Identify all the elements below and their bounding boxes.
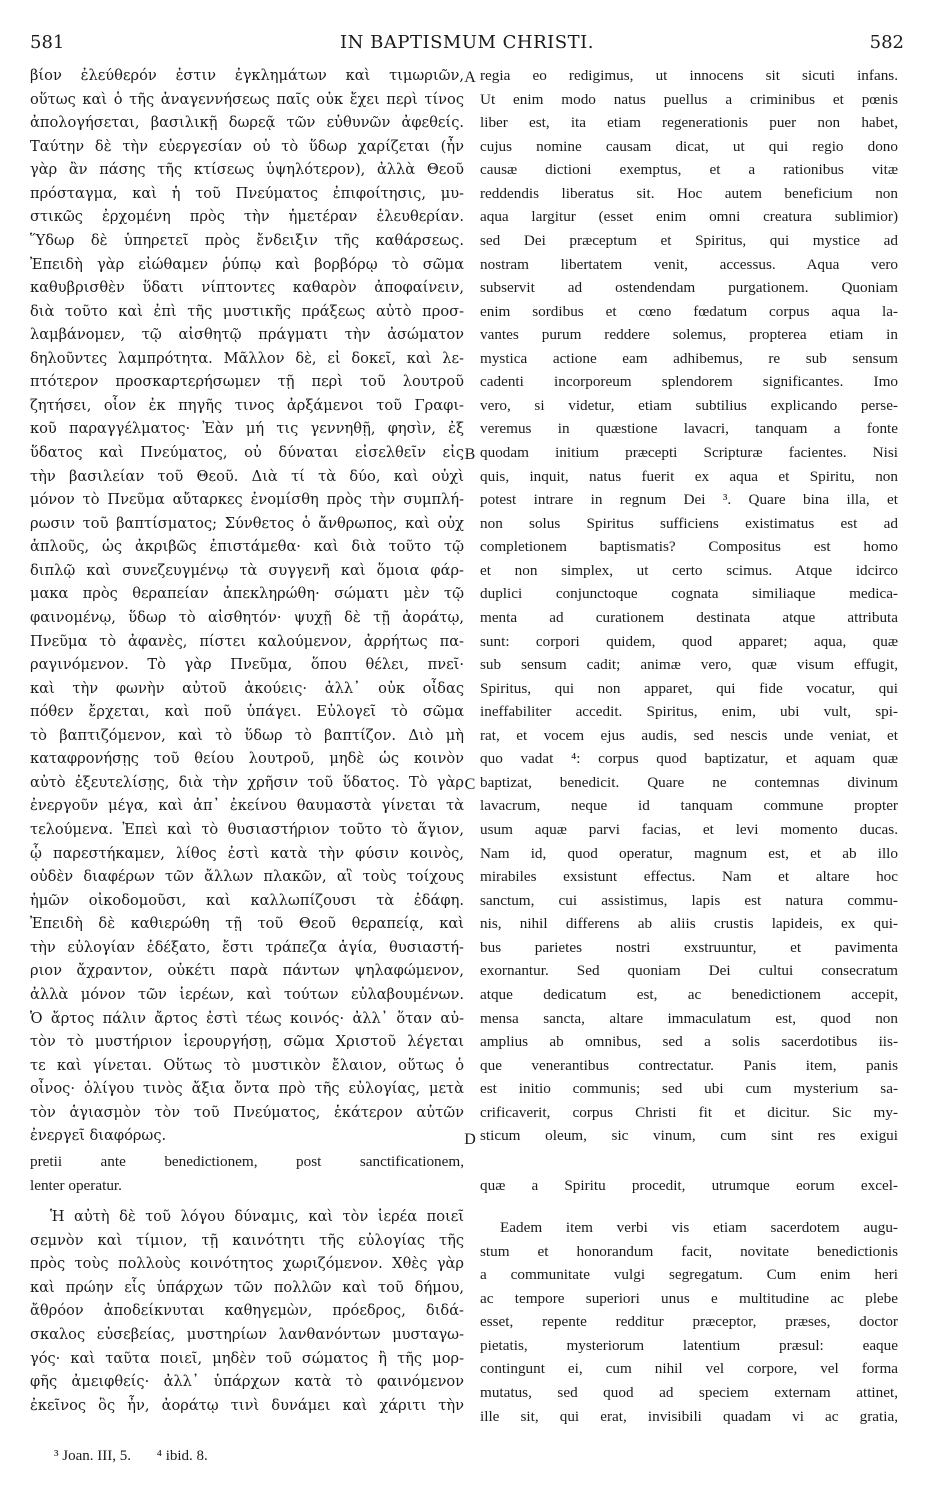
latin-text-line: exornantur. Sed quoniam Dei cultui consecratum	[480, 962, 898, 980]
greek-text-line: φῆς ἀμειφθείς· ἀλλ᾽ ὑπάρχων κατὰ τὸ φαινόμενον	[30, 1373, 464, 1391]
greek-text-line: τὸν ἁγιασμὸν τὸν τοῦ Πνεύματος, ἑκάτερον αὐτῶν	[30, 1103, 464, 1121]
greek-text-line: ᾧ παρεστήκαμεν, λίθος ἐστὶ κατὰ τὴν φύσιν κοινὸς,	[30, 844, 464, 862]
greek-text-line: τελούμενα. Ἐπεὶ καὶ τὸ θυσιαστήριον τοῦτο τὸ ἅγιον,	[30, 821, 464, 838]
latin-text-line: enim sordibus et cœno fœdatum corpus aqua la-	[480, 302, 898, 320]
greek-text-line: πόθεν ἔρχεται, καὶ ποῦ ὑπάγει. Εὐλογεῖ τὸ σῶμα	[30, 703, 464, 721]
latin-text-line: ineffabiliter accedit. Spiritus, enim, ubi vult, spi-	[480, 703, 898, 721]
latin-continuation-right: quæ a Spiritu procedit, utrumque eorum excel-	[480, 1177, 898, 1194]
latin-continuation-line: lenter operatur.	[30, 1176, 122, 1194]
greek-text-line: τὸν τὸ μυστήριον ἱερουργήσῃ, σῶμα Χριστοῦ λέγεται	[30, 1033, 464, 1051]
greek-text-line: μόνον τὸ Πνεῦμα αὔταρκες ἐνομίσθη πρὸς τὴν συμπλή-	[30, 491, 464, 509]
latin-text-line: et non simplex, ut certo scimus. Atque idcirco	[480, 561, 898, 579]
latin-text-line: subservit ad ostendendam purgationem. Quoniam	[480, 279, 898, 297]
latin-text-line: sanctum, cui assistimus, lapis est natura commu-	[480, 891, 898, 909]
latin-text-line: menta ad curationem destinata atque attributa	[480, 608, 898, 626]
greek-text-line: Πνεῦμα τὸ ἀφανὲς, πίστει καλούμενον, ἀρρήτως πα-	[30, 632, 464, 650]
greek-text-line: λαμβάνομεν, τῷ αἰσθητῷ πράγματι τὴν ἀσώματον	[30, 326, 464, 344]
greek-text-line: φαινομένῳ, ὕδωρ τὸ αἰσθητόν· ψυχῇ δὲ τῇ ἀοράτῳ,	[30, 608, 464, 626]
latin-text-line: a communitate vulgi segregatum. Cum enim heri	[480, 1266, 898, 1284]
footnotes	[54, 1448, 230, 1465]
footnote-4: ⁴ ibid. 8.	[156, 1448, 208, 1464]
latin-text-line: vantes purum reddere solemus, propterea etiam in	[480, 326, 898, 344]
latin-text-line: rat, et vocem ejus audis, sed nescis unde veniat, et	[480, 726, 898, 744]
greek-text-line: ριον ἄχραντον, οὐκέτι παρὰ πάντων ψηλαφώμενον,	[30, 962, 464, 980]
greek-text-line: οἶνος· ὀλίγου τινὸς ἄξια ὄντα πρὸ τῆς εὐλογίας, μετὰ	[30, 1080, 464, 1098]
latin-text-line: usum aquæ parvi facias, et levi momento ducas.	[480, 821, 898, 838]
latin-column	[480, 64, 898, 1148]
greek-text-line: καὶ πρώην εἷς ὑπάρχων τῶν πολλῶν καὶ τοῦ δήμου,	[30, 1278, 464, 1296]
page-number-left: 581	[30, 32, 65, 53]
greek-text-line: δηλοῦντες λαμπρότητα. Μᾶλλον δὲ, εἰ δοκεῖ, καὶ λε-	[30, 349, 464, 367]
greek-text-line: ἀλλὰ μόνον τῶν ἱερέων, καὶ τούτων εὐλαβουμένων.	[30, 985, 464, 1003]
latin-text-line: quis, inquit, natus fuerit ex aqua et Spiritu, non	[480, 467, 898, 485]
latin-text-line: liber est, ita etiam regenerationis puer non habet,	[480, 114, 898, 132]
latin-text-line: non solus Spiritus sufficiens existimatus est ad	[480, 514, 898, 532]
latin-text-line: Nam id, quod operatur, magnum est, et ab illo	[480, 844, 898, 862]
latin-text-line: mystica actione eam adhibemus, re sub sensum	[480, 349, 898, 367]
greek-text-line: βίον ἐλεύθερόν ἐστιν ἐγκλημάτων καὶ τιμωριῶν,	[30, 67, 464, 84]
latin-text-line: reddendis liberatus sit. Hoc autem beneficium non	[480, 184, 898, 202]
greek-text-line: ἐνεργεῖ διαφόρως.	[30, 1127, 167, 1145]
latin-text-line: atque dedicatum est, ac benedictionem accepit,	[480, 985, 898, 1003]
greek-text-line: ἡμῶν οἰκοδομοῦσι, καὶ καλλωπίζουσι τὰ ἐδάφη.	[30, 891, 464, 909]
greek-text-line: διὰ τοῦτο καὶ ἐπὶ τῆς μυστικῆς πράξεως αὐτὸ προσ-	[30, 302, 464, 320]
latin-lower-paragraph	[480, 1216, 898, 1428]
greek-text-line: ζητήσει, οἷον ἐκ πηγῆς τινος ἀρξάμενοι τοῦ Γραφι-	[30, 396, 464, 414]
latin-text-line: sunt: corpori quidem, quod apparet; aqua, quæ	[480, 632, 898, 650]
greek-text-line: ἐκεῖνος ὃς ἦν, ἀοράτῳ τινὶ δυνάμει καὶ χάριτι τὴν	[30, 1396, 464, 1414]
latin-text-line: duplici conjunctoque cognata similiaque medica-	[480, 585, 898, 603]
latin-text-line: vero, si videtur, etiam subtilius explicando perse-	[480, 396, 898, 414]
latin-text-line: mutatus, sed quod ad speciem externam attinet,	[480, 1383, 898, 1401]
greek-text-line: Ἡ αὐτὴ δὲ τοῦ λόγου δύναμις, καὶ τὸν ἱερέα ποιεῖ	[50, 1208, 464, 1226]
greek-text-line: τὴν εὐλογίαν ἐδέξατο, ἔστι τράπεζα ἁγία, θυσιαστή-	[30, 938, 464, 956]
greek-text-line: τὴν βασιλείαν τοῦ Θεοῦ. Διὰ τί τὰ δύο, καὶ οὐχὶ	[30, 467, 464, 485]
greek-text-line: πρὸς τοὺς πολλοὺς κοινότητος χωριζόμενον. Χθὲς γὰρ	[30, 1255, 464, 1273]
latin-text-line: est initio communis; sed ubi cum mysterium sa-	[480, 1080, 898, 1098]
greek-text-line: ἀπολογήσεται, βασιλικῇ δωρεᾷ τῶν εὐθυνῶν ἀφεθείς.	[30, 114, 464, 132]
latin-text-line: Spiritus, qui non apparet, qui fide vocatur, qui	[480, 679, 898, 697]
greek-column	[30, 64, 464, 1148]
latin-text-line: cadenti incorporeum splendorem significantes. Imo	[480, 373, 898, 391]
margin-letter-b: B	[464, 446, 476, 463]
latin-continuation-line: pretii ante benedictionem, post sanctificationem,	[30, 1153, 464, 1170]
latin-text-line: quodam initium præcepti Scripturæ facientes. Nisi	[480, 444, 898, 461]
page-header	[30, 32, 904, 56]
page-number-right: 582	[869, 32, 904, 53]
greek-text-line: αὐτὸ ἐξευτελίσῃς, διὰ τὴν χρῆσιν τοῦ ὕδατος. Τὸ γὰρ	[30, 773, 464, 791]
greek-text-line: καταφρονήσῃς τοῦ θείου λουτροῦ, μηδὲ ὡς κοινὸν	[30, 750, 464, 768]
greek-text-line: στικῶς ἐρχομένη πρὸς τὴν ἡμετέραν ἐλευθερίαν.	[30, 208, 464, 226]
greek-text-line: ρωσιν τοῦ βαπτίσματος; Σύνθετος ὁ ἄνθρωπος, καὶ οὐχ	[30, 514, 464, 532]
latin-text-line: sub sensum cadit; animæ vero, quæ visum effugit,	[480, 656, 898, 674]
greek-text-line: τε καὶ γίνεται. Οὕτως τὸ μυστικὸν ἔλαιον, οὕτως ὁ	[30, 1056, 464, 1074]
greek-text-line: κοῦ παραγγέλματος· Ἐὰν μή τις γεννηθῇ, φησὶν, ἐξ	[30, 420, 464, 438]
latin-text-line: mensa sancta, altare immaculatum est, quod non	[480, 1009, 898, 1027]
greek-text-line: Ὁ ἄρτος πάλιν ἄρτος ἐστὶ τέως κοινός· ἀλλ᾽ ὅταν αὐ-	[30, 1009, 464, 1027]
latin-text-line: Ut enim modo natus puellus a criminibus et pœnis	[480, 90, 898, 108]
latin-text-line: que venerantibus contrectatur. Panis item, panis	[480, 1056, 898, 1074]
latin-text-line: nostram libertatem venit, accessus. Aqua vero	[480, 255, 898, 273]
greek-text-line: Ἐπειδὴ γὰρ εἰώθαμεν ῥύπῳ καὶ βορβόρῳ τὸ σῶμα	[30, 255, 464, 273]
margin-letter-d: D	[464, 1131, 476, 1148]
margin-letter-a: A	[464, 69, 476, 86]
greek-text-line: ἐνεργοῦν μέγα, καὶ ἀπ᾽ ἐκείνου θαυμαστὰ γίνεται τὰ	[30, 797, 464, 815]
greek-text-line: γός· καὶ ταῦτα ποιεῖ, μηδὲν τοῦ σώματος ἢ τῆς μορ-	[30, 1349, 464, 1367]
latin-text-line: ac tempore superiori unus e multitudine ac plebe	[480, 1289, 898, 1307]
latin-text-line: cujus nomine causam dicat, ut qui regio dono	[480, 137, 898, 155]
latin-text-line: Eadem item verbi vis etiam sacerdotem augu-	[500, 1219, 898, 1236]
latin-text-line: bus parietes nostri exstruuntur, et pavimenta	[480, 938, 898, 956]
greek-text-line: πτότερον προσκαρτερήσωμεν τῇ περὶ τοῦ λουτροῦ	[30, 373, 464, 391]
greek-text-line: πρόσταγμα, καὶ ἡ τοῦ Πνεύματος ἐπιφοίτησις, μυ-	[30, 184, 464, 202]
latin-text-line: sticum oleum, sic vinum, cum sint res exigui	[480, 1127, 898, 1145]
latin-text-line: potest intrare in regnum Dei ³. Quare bina illa, et	[480, 491, 898, 509]
latin-text-line: mirabiles exsistunt effectus. Nam et altare hoc	[480, 868, 898, 886]
greek-text-line: Ταύτην δὲ τὴν εὐεργεσίαν οὐ τὸ ὕδωρ χαρίζεται (ἦν	[30, 137, 464, 155]
latin-text-line: contingunt ei, cum nihil vel corpore, vel forma	[480, 1360, 898, 1378]
greek-text-line: διπλῷ καὶ συνεζευγμένῳ τὰ συγγενῆ καὶ ὅμοια φάρ-	[30, 561, 464, 579]
greek-text-line: σκαλος εὐσεβείας, μυστηρίων λανθανόντων μυσταγω-	[30, 1325, 464, 1343]
greek-text-line: οὐδὲν διαφέρων τῶν ἄλλων πλακῶν, αἳ τοὺς τοίχους	[30, 868, 464, 886]
latin-text-line: aqua largitur (esset enim omni creatura sublimior)	[480, 208, 898, 226]
greek-text-line: Ὕδωρ δὲ ὑπηρετεῖ πρὸς ἔνδειξιν τῆς καθάρσεως.	[30, 231, 464, 249]
greek-text-line: οὕτως καὶ ὁ τῆς ἀναγεννήσεως παῖς οὐκ ἔχει περὶ τίνος	[30, 90, 464, 108]
footnote-3: ³ Joan. III, 5.	[54, 1448, 131, 1464]
latin-text-line: lavacrum, neque id tanquam commune propter	[480, 797, 898, 815]
greek-text-line: ὕδατος καὶ Πνεύματος, οὐ δύναται εἰσελθεῖν εἰς	[30, 444, 464, 461]
greek-text-line: καὶ τὴν φωνὴν αὐτοῦ ἀκούεις· ἀλλ᾽ οὐκ οἶδας	[30, 679, 464, 697]
greek-text-line: γὰρ ἂν πάσης τῆς κτίσεως ὑψηλότερον), ἀλλὰ Θεοῦ	[30, 161, 464, 179]
latin-text-line: stum et honorandum facit, novitate benedictionis	[480, 1242, 898, 1260]
greek-text-line: καθυβρισθὲν ὕδατι νίπτοντες καθαρὸν ἀποφαίνειν,	[30, 279, 464, 297]
latin-text-line: nis, nihil differens ab aliis crustis lapideis, ex qui-	[480, 915, 898, 933]
lower-left-block	[30, 1150, 472, 1417]
greek-lower-paragraph	[30, 1205, 464, 1417]
running-title: IN BAPTISMUM CHRISTI.	[340, 32, 594, 53]
greek-text-line: ἄθρόον ἀποδείκνυται καθηγεμὼν, πρόεδρος, διδά-	[30, 1302, 464, 1320]
latin-text-line: quo vadat ⁴: corpus quod baptizatur, et aquam quæ	[480, 750, 898, 768]
latin-text-line: esset, repente redditur præceptor, præses, doctor	[480, 1313, 898, 1331]
greek-text-line: σεμνὸν καὶ τίμιον, τῇ καινότητι τῆς εὐλογίας τῆς	[30, 1231, 464, 1249]
latin-text-line: veremus in quæstione lavacri, tanquam a fonte	[480, 420, 898, 438]
greek-text-line: μακα πρὸς θεραπείαν ἀπεκληρώθη· σώματι μὲν τῷ	[30, 585, 464, 603]
latin-text-line: crificaverit, corpus Christi fit et dicitur. Sic my-	[480, 1103, 898, 1121]
greek-text-line: τὸ βαπτιζόμενον, καὶ τὸ ὕδωρ τὸ βαπτίζον. Διὸ μὴ	[30, 726, 464, 744]
latin-text-line: ille sit, qui erat, invisibili quadam vi ac gratia,	[480, 1407, 898, 1425]
latin-text-line: amplius ab omnibus, sed a solis sacerdotibus iis-	[480, 1033, 898, 1051]
latin-text-line: completionem baptismatis? Compositus est homo	[480, 538, 898, 556]
latin-text-line: sed Dei præceptum et Spiritus, qui mystice ad	[480, 231, 898, 249]
latin-text-line: pietatis, mysteriorum latentium præsul: eaque	[480, 1336, 898, 1354]
greek-text-line: ραγινόμενον. Τὸ γὰρ Πνεῦμα, ὅπου θέλει, πνεῖ·	[30, 656, 464, 674]
latin-text-line: regia eo redigimus, ut innocens sit sicuti infans.	[480, 67, 898, 84]
latin-text-line: baptizat, benedicit. Quare ne contemnas divinum	[480, 773, 898, 791]
latin-text-line: causæ dictioni exemptus, et a rationibus vitæ	[480, 161, 898, 179]
margin-letter-c: C	[464, 776, 476, 793]
greek-text-line: Ἐπειδὴ δὲ καθιερώθη τῇ τοῦ Θεοῦ θεραπείᾳ, καὶ	[30, 915, 464, 933]
greek-text-line: ἁπλοῦς, ὡς ἀκριβῶς ἐπιστάμεθα· καὶ διὰ τοῦτο τῷ	[30, 538, 464, 556]
